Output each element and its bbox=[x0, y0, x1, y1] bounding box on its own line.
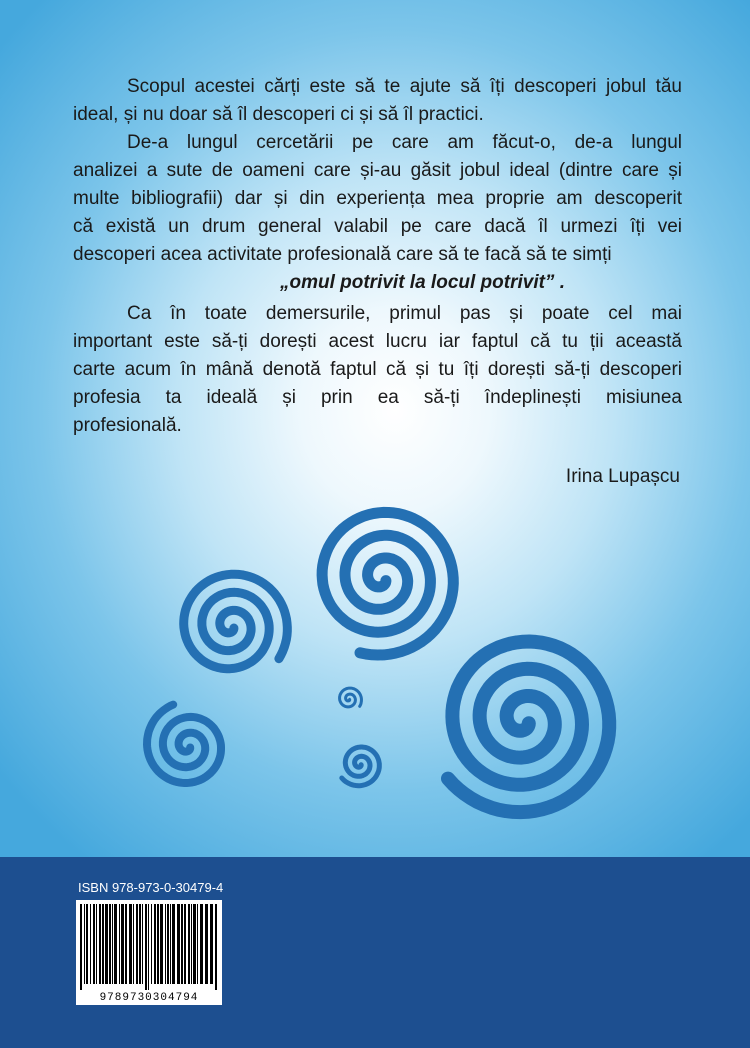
barcode-bar bbox=[210, 904, 213, 984]
barcode-bar bbox=[80, 904, 82, 990]
barcode-bar bbox=[197, 904, 198, 984]
text-line: profesională. bbox=[73, 415, 182, 436]
barcode-bar bbox=[167, 904, 169, 984]
barcode-bar bbox=[165, 904, 166, 984]
barcode-bar bbox=[136, 904, 138, 984]
text-line: carte acum în mână denotă faptul că și tu îți dorești să-ți descoperi bbox=[73, 359, 682, 380]
barcode-bar bbox=[193, 904, 196, 984]
barcode-bar bbox=[145, 904, 147, 990]
spiral-icon bbox=[184, 574, 288, 669]
text-line: că există un drum general valabil pe care dacă îl urmezi îți vei bbox=[73, 216, 682, 237]
barcode-bar bbox=[119, 904, 120, 984]
barcode-bar bbox=[109, 904, 111, 984]
barcode-bar bbox=[114, 904, 117, 984]
barcode-bar bbox=[84, 904, 85, 984]
barcode-bar bbox=[205, 904, 208, 984]
spiral-icon bbox=[147, 705, 221, 783]
barcode-bar bbox=[148, 904, 149, 990]
spiral-icon bbox=[340, 688, 362, 707]
barcode-bar bbox=[177, 904, 180, 984]
barcode-bar bbox=[151, 904, 152, 984]
barcode-bar bbox=[188, 904, 190, 984]
text-line: Ca în toate demersurile, primul pas și poate cel mai bbox=[127, 303, 682, 324]
barcode-bar bbox=[139, 904, 141, 984]
barcode-bar bbox=[172, 904, 175, 984]
barcode-bar bbox=[142, 904, 143, 984]
barcode-bar bbox=[129, 904, 132, 984]
barcode bbox=[76, 900, 222, 1005]
barcode-bar bbox=[99, 904, 101, 984]
text-line: Scopul acestei cărți este să te ajute să îți descoperi jobul tău bbox=[127, 76, 682, 97]
barcode-bar bbox=[96, 904, 97, 984]
barcode-bar bbox=[181, 904, 183, 984]
author-name: Irina Lupașcu bbox=[565, 466, 680, 487]
barcode-bar bbox=[215, 904, 217, 990]
barcode-bar bbox=[125, 904, 127, 984]
barcode-bar bbox=[170, 904, 171, 984]
barcode-bars bbox=[76, 900, 222, 1005]
barcode-bar bbox=[191, 904, 192, 984]
barcode-bar bbox=[90, 904, 91, 984]
text-line: ideal, și nu doar să îl descoperi ci și să îl practici. bbox=[73, 104, 484, 125]
isbn-number: ISBN 978-973-0-30479-4 bbox=[78, 880, 224, 895]
barcode-bar bbox=[200, 904, 203, 984]
spiral-icon bbox=[322, 512, 453, 655]
barcode-bar bbox=[102, 904, 104, 984]
barcode-bar bbox=[154, 904, 156, 984]
barcode-bar bbox=[112, 904, 113, 984]
spiral-icon bbox=[342, 747, 380, 786]
barcode-bar bbox=[121, 904, 124, 984]
text-line: profesia ta ideală și prin ea să-ți îndeplinești misiunea bbox=[73, 387, 682, 408]
text-line: multe bibliografii) dar și din experiența mea proprie am descoperit bbox=[73, 188, 682, 209]
text-line: descoperi acea activitate profesională care să te facă să te simți bbox=[73, 244, 612, 265]
highlight-quote: „omul potrivit la locul potrivit” . bbox=[279, 272, 565, 293]
spiral-icon bbox=[448, 642, 609, 813]
barcode-bar bbox=[105, 904, 108, 984]
barcode-bar bbox=[184, 904, 186, 984]
barcode-bar bbox=[86, 904, 88, 984]
barcode-bar bbox=[93, 904, 95, 984]
barcode-bar bbox=[160, 904, 163, 984]
barcode-bar bbox=[133, 904, 134, 984]
text-line: De-a lungul cercetării pe care am făcut-o, de-a lungul bbox=[127, 132, 682, 153]
text-line: important este să-ți dorești acest lucru iar faptul că tu ții această bbox=[73, 331, 682, 352]
text-line: analizei a sute de oameni care și-au găsit jobul ideal (dintre care și bbox=[73, 160, 682, 181]
barcode-bar bbox=[157, 904, 159, 984]
barcode-digits: 9789730304794 bbox=[99, 992, 199, 1004]
